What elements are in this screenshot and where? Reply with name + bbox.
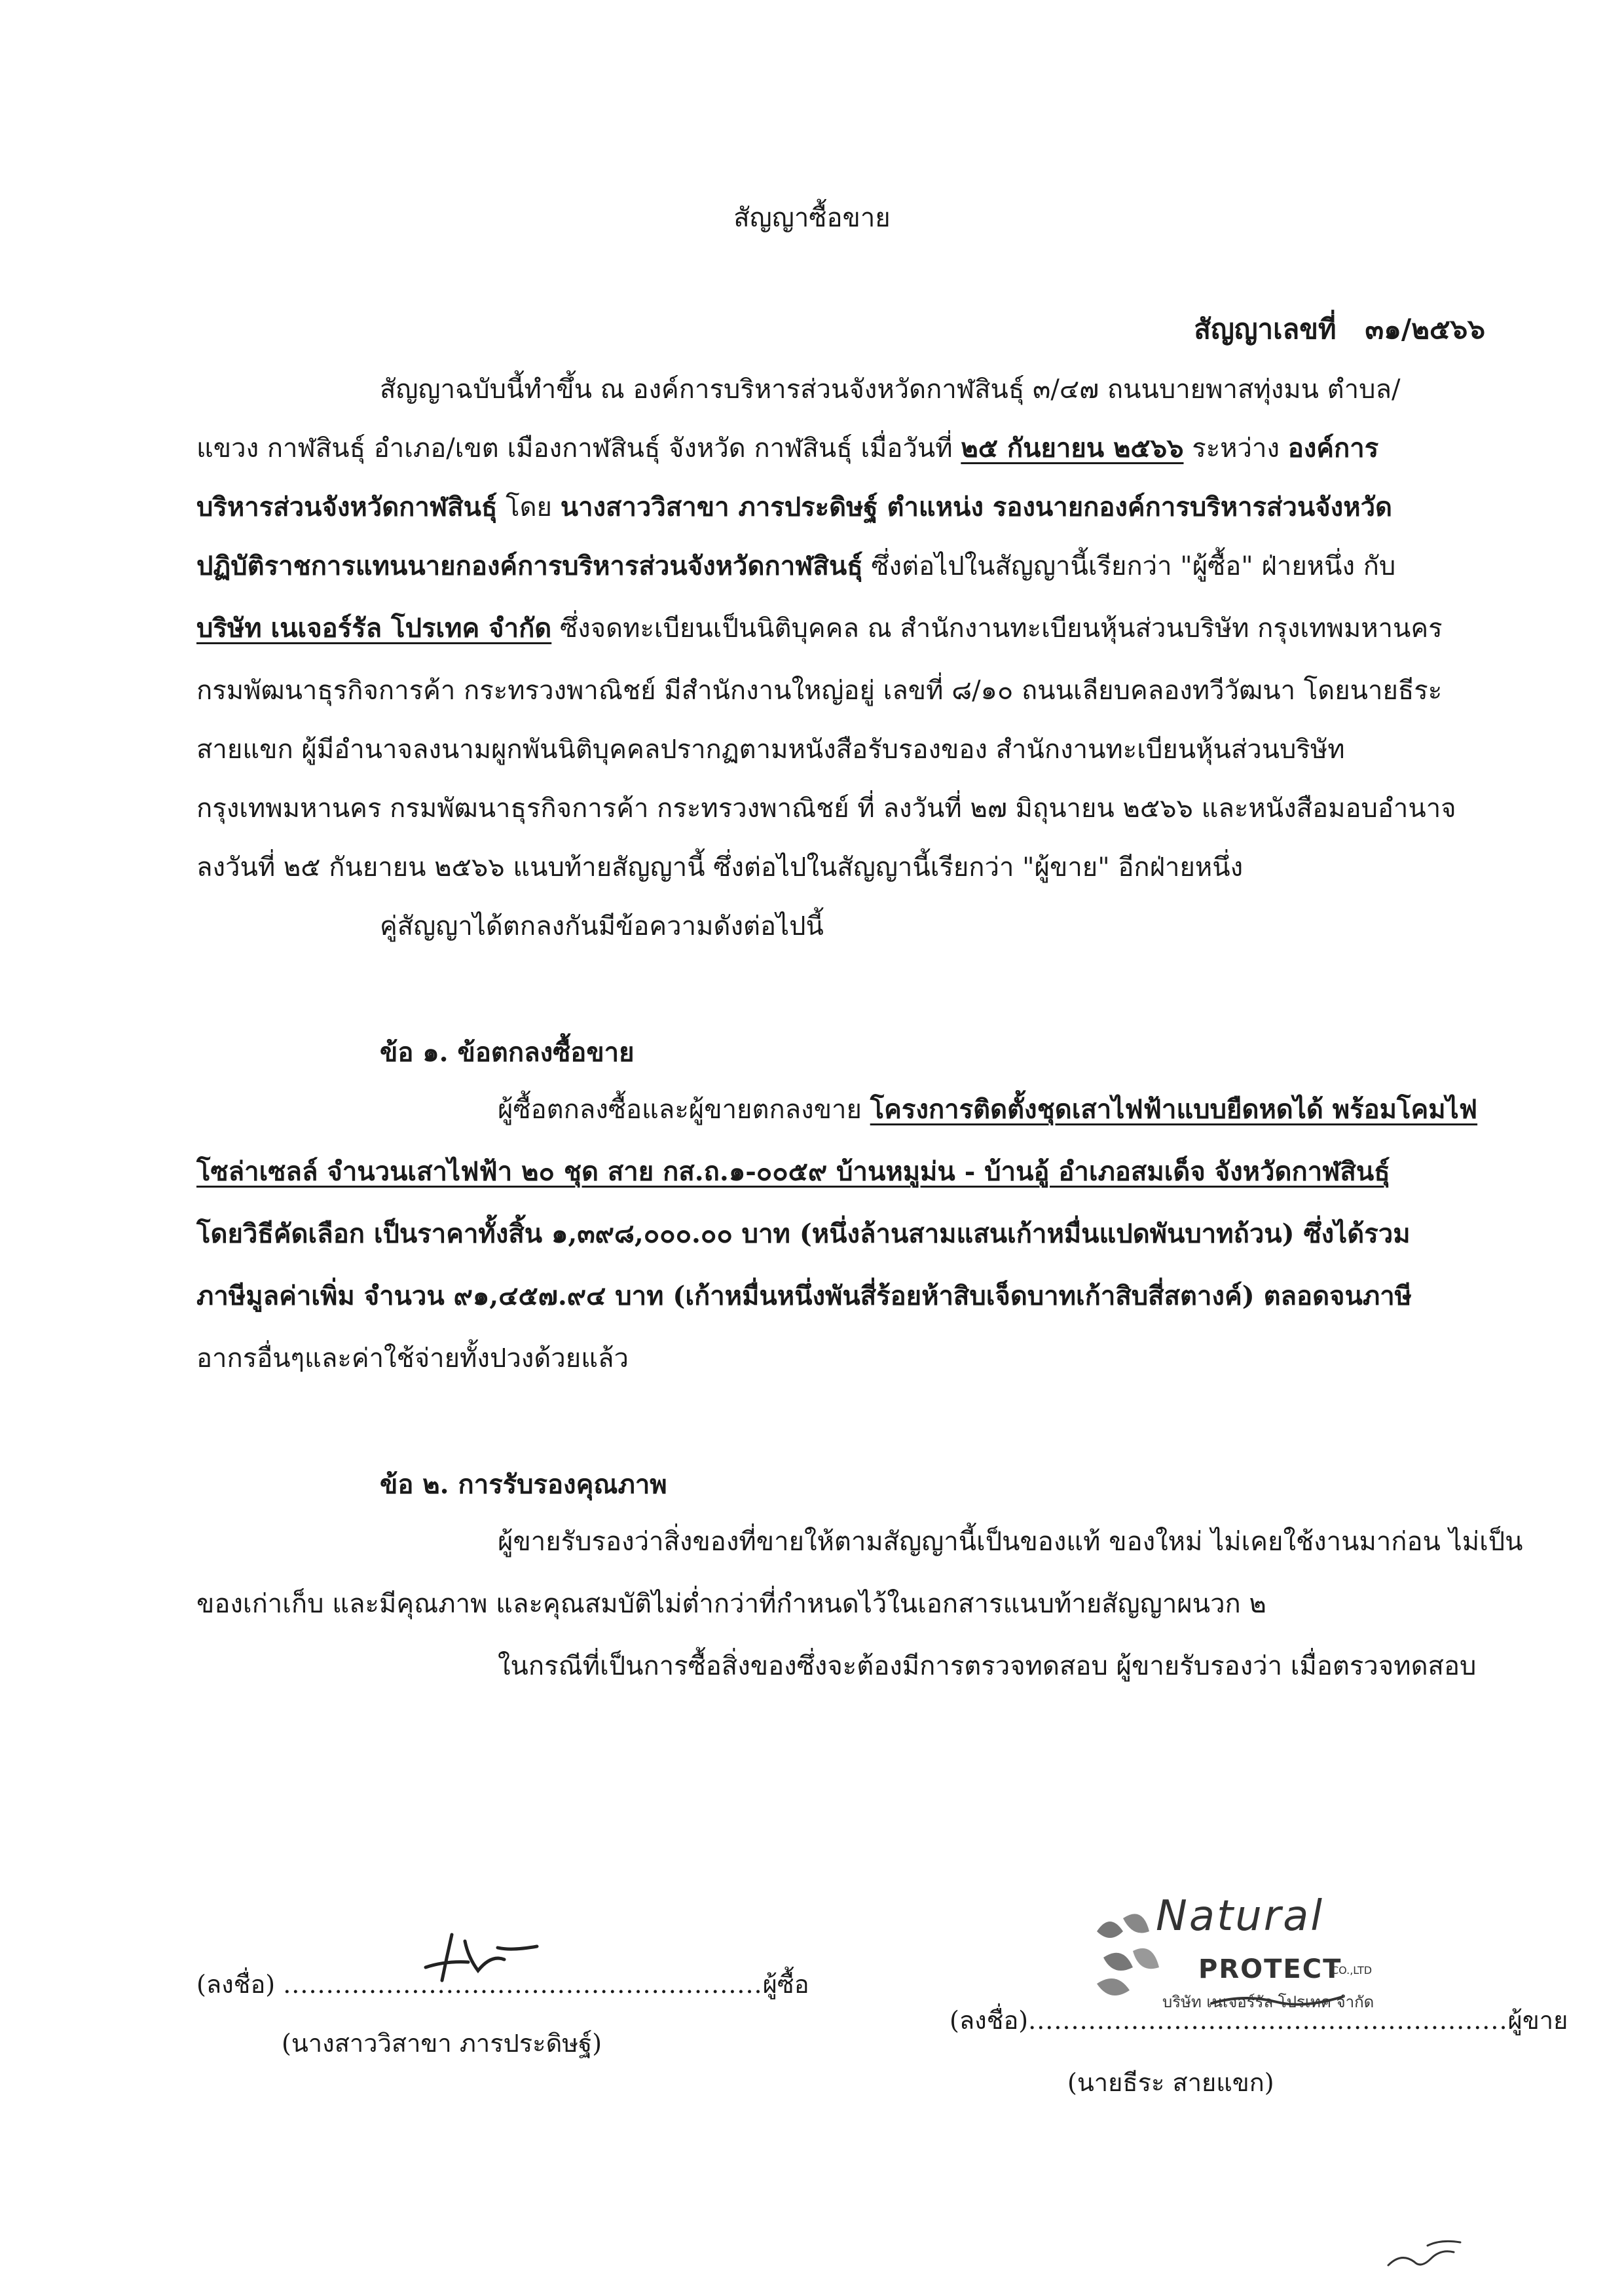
preamble-line-4: ปฏิบัติราชการแทนนายกองค์การบริหารส่วนจังหวัดกาฬสินธุ์ ซึ่งต่อไปในสัญญานี้เรียกว่า "ผู้ซื้อ" ฝ่ายหนึ่ง กับ xyxy=(196,551,1396,581)
contract-number-label: สัญญาเลขที่ xyxy=(1194,313,1337,345)
clause-1-line-5: อากรอื่นๆและค่าใช้จ่ายทั้งปวงด้วยแล้ว xyxy=(196,1343,629,1374)
preamble-line-6: กรมพัฒนาธุรกิจการค้า กระทรวงพาณิชย์ มีสำนักงานใหญ่อยู่ เลขที่ ๘/๑๐ ถนนเลียบคลองทวีวัฒนา โดยนายธีระ xyxy=(196,676,1443,706)
seller-name: (นายธีระ สายแขก) xyxy=(1067,2068,1274,2097)
clause-2-heading: ข้อ ๒. การรับรองคุณภาพ xyxy=(380,1469,667,1500)
preamble-line-2: แขวง กาฬสินธุ์ อำเภอ/เขต เมืองกาฬสินธุ์ จังหวัด กาฬสินธุ์ เมื่อวันที่ ๒๕ กันยายน ๒๕๖๖ ระหว่าง องค์การ xyxy=(196,433,1379,464)
contract-number xyxy=(1194,308,1485,351)
clause-2-line-2: ของเก่าเก็บ และมีคุณภาพ และคุณสมบัติไม่ต่ำกว่าที่กำหนดไว้ในเอกสารแนบท้ายสัญญาผนวก ๒ xyxy=(196,1589,1266,1619)
page-initial-mark xyxy=(1382,2232,1467,2278)
stamp-thai-name: บริษัท เนเจอร์รัล โปรเทค จำกัด xyxy=(1162,1993,1375,2011)
stamp-brand-suffix: CO.,LTD xyxy=(1331,1964,1373,1977)
preamble-line-8: กรุงเทพมหานคร กรมพัฒนาธุรกิจการค้า กระทรวงพาณิชย์ ที่ ลงวันที่ ๒๗ มิถุนายน ๒๕๖๖ และหนังสือมอบอำนาจ xyxy=(196,793,1456,824)
seller-role: ผู้ขาย xyxy=(1507,2006,1568,2035)
preamble-line-10: คู่สัญญาได้ตกลงกันมีข้อความดังต่อไปนี้ xyxy=(380,911,824,941)
clause-2-line-1: ผู้ขายรับรองว่าสิ่งของที่ขายให้ตามสัญญานี้เป็นของแท้ ของใหม่ ไม่เคยใช้งานมาก่อน ไม่เป็น xyxy=(498,1527,1523,1557)
clause-1-heading: ข้อ ๑. ข้อตกลงซื้อขาย xyxy=(380,1037,635,1068)
clause-2-line-3: ในกรณีที่เป็นการซื้อสิ่งของซึ่งจะต้องมีการตรวจทดสอบ ผู้ขายรับรองว่า เมื่อตรวจทดสอบ xyxy=(498,1651,1477,1681)
preamble-line-9: ลงวันที่ ๒๕ กันยายน ๒๕๖๖ แนบท้ายสัญญานี้ ซึ่งต่อไปในสัญญานี้เรียกว่า "ผู้ขาย" อีกฝ่ายหนึ่ง xyxy=(196,852,1244,883)
seller-handwritten-signature xyxy=(1205,1984,1349,2016)
preamble-line-7: สายแขก ผู้มีอำนาจลงนามผูกพันนิติบุคคลปรากฏตามหนังสือรับรองของ สำนักงานทะเบียนหุ้นส่วนบริษัท xyxy=(196,735,1345,765)
clause-1-line-3: โดยวิธีคัดเลือก เป็นราคาทั้งสิ้น ๑,๓๙๘,๐๐๐.๐๐ บาท (หนึ่งล้านสามแสนเก้าหมื่นแปดพันบาทถ้วน) ซึ่งได้รวม xyxy=(196,1218,1411,1249)
contract-number-value: ๓๑/๒๕๖๖ xyxy=(1365,313,1485,345)
stamp-brand-line-1: Natural xyxy=(1156,1892,1325,1941)
buyer-signature-line: (ลงชื่อ) ........................................................ผู้ซื้อ xyxy=(196,1970,809,1999)
buyer-handwritten-signature xyxy=(406,1922,550,1994)
document-title: สัญญาซื้อขาย xyxy=(733,203,891,233)
buyer-representative: นางสาววิสาขา ภารประดิษฐ์ ตำแหน่ง รองนายกองค์การบริหารส่วนจังหวัด xyxy=(560,492,1393,522)
seller-signature-line: (ลงชื่อ)........................................................ผู้ขาย xyxy=(950,2006,1568,2035)
project-name: โครงการติดตั้งชุดเสาไฟฟ้าแบบยืดหดได้ พร้อมโคมไฟ xyxy=(870,1094,1478,1125)
contract-date: ๒๕ กันยายน ๒๕๖๖ xyxy=(961,433,1184,464)
preamble-line-3: บริหารส่วนจังหวัดกาฬสินธุ์ โดย นางสาววิสาขา ภารประดิษฐ์ ตำแหน่ง รองนายกองค์การบริหารส่วนจังหวัด xyxy=(196,492,1393,522)
preamble-line-5: บริษัท เนเจอร์รัล โปรเทค จำกัด ซึ่งจดทะเบียนเป็นนิติบุคคล ณ สำนักงานทะเบียนหุ้นส่วนบริษัท กรุงเทพมหานคร xyxy=(196,613,1443,644)
buyer-role: ผู้ซื้อ xyxy=(762,1970,809,1999)
clause-1-line-2: โซล่าเซลล์ จำนวนเสาไฟฟ้า ๒๐ ชุด สาย กส.ถ.๑-๐๐๕๙ บ้านหมูม่น - บ้านอู้ อำเภอสมเด็จ จังหวัดกาฬสินธุ์ xyxy=(196,1156,1390,1187)
stamp-brand-line-2: PROTECT xyxy=(1198,1954,1342,1984)
seller-company: บริษัท เนเจอร์รัล โปรเทค จำกัด xyxy=(196,613,552,644)
buyer-name: (นางสาววิสาขา ภารประดิษฐ์) xyxy=(282,2029,602,2058)
clause-1-line-1: ผู้ซื้อตกลงซื้อและผู้ขายตกลงขาย โครงการติดตั้งชุดเสาไฟฟ้าแบบยืดหดได้ พร้อมโคมไฟ xyxy=(498,1094,1478,1125)
preamble-line-1: สัญญาฉบับนี้ทำขึ้น ณ องค์การบริหารส่วนจังหวัดกาฬสินธุ์ ๓/๔๗ ถนนบายพาสทุ่งมน ตำบล/ xyxy=(380,374,1401,405)
clause-1-line-4: ภาษีมูลค่าเพิ่ม จำนวน ๙๑,๔๕๗.๙๔ บาท (เก้าหมื่นหนึ่งพันสี่ร้อยห้าสิบเจ็ดบาทเก้าสิบสี่สตางค์) ตลอดจนภาษี xyxy=(196,1281,1412,1311)
